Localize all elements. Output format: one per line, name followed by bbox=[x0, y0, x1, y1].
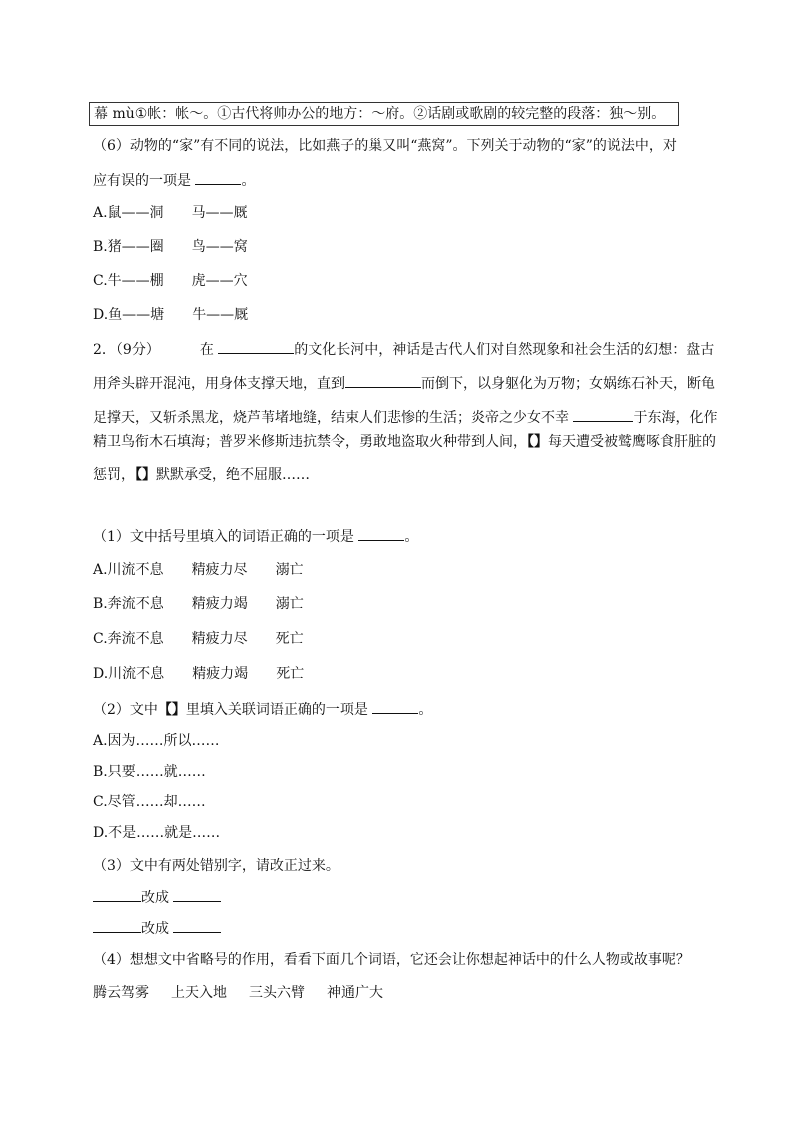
sub3-correction-2 bbox=[93, 918, 221, 939]
word: 神通广大 bbox=[327, 985, 383, 1001]
q2-line2 bbox=[93, 373, 715, 394]
q6-option-a[interactable] bbox=[93, 203, 248, 223]
q2-line1 bbox=[93, 339, 714, 360]
bracket-marker: 【】 bbox=[157, 702, 186, 718]
sub1-option-b[interactable] bbox=[93, 594, 304, 614]
option-text: 精疲力竭 bbox=[191, 596, 248, 612]
option-text: 死亡 bbox=[276, 666, 305, 682]
answer-blank[interactable] bbox=[345, 373, 421, 388]
sub2-stem bbox=[93, 699, 432, 720]
sub3-stem: （3）文中有两处错别字，请改正过来。 bbox=[93, 858, 340, 874]
option-text: B.奔流不息 bbox=[93, 596, 164, 612]
q2-line4 bbox=[93, 432, 716, 452]
bracket-marker: 【】 bbox=[135, 467, 156, 483]
sub1-stem bbox=[93, 526, 418, 547]
passage-text: 惩罚， bbox=[93, 467, 135, 483]
option-text: 死亡 bbox=[275, 631, 304, 647]
passage-text: 默默承受，绝不屈服…… bbox=[156, 467, 310, 483]
question-text: 。 bbox=[418, 702, 433, 718]
option-text: A.鼠——洞 bbox=[93, 205, 164, 221]
passage-text: 于东海，化作 bbox=[633, 410, 718, 426]
q6-stem-end: 。 bbox=[241, 173, 256, 189]
passage-text: 在 bbox=[199, 342, 219, 358]
option-text: B.猪——圈 bbox=[93, 239, 164, 255]
answer-blank[interactable] bbox=[173, 918, 221, 933]
definition-box bbox=[89, 102, 679, 126]
passage-text: 而倒下，以身躯化为万物；女娲练石补天，断龟 bbox=[421, 376, 715, 392]
option-text: 溺亡 bbox=[275, 596, 304, 612]
answer-blank[interactable] bbox=[573, 407, 633, 422]
option-text: 牛——厩 bbox=[192, 307, 249, 323]
option-text: 精疲力尽 bbox=[191, 562, 248, 578]
answer-blank[interactable] bbox=[218, 339, 294, 354]
answer-blank[interactable] bbox=[93, 887, 141, 902]
q2-line3 bbox=[93, 407, 717, 428]
option-text: 鸟——窝 bbox=[191, 239, 248, 255]
option-text: 精疲力尽 bbox=[191, 631, 248, 647]
q6-option-c[interactable] bbox=[93, 271, 248, 291]
sub3-correction-1 bbox=[93, 887, 221, 908]
passage-text: 精卫鸟衔木石填海；普罗米修斯违抗禁令，勇敢地盗取火种带到人间， bbox=[93, 434, 527, 450]
question-text: 。 bbox=[404, 529, 419, 545]
option-text: D.鱼——塘 bbox=[93, 307, 165, 323]
change-label: 改成 bbox=[141, 890, 174, 906]
passage-text: 的文化长河中，神话是古代人们对自然现象和社会生活的幻想：盘古 bbox=[294, 342, 715, 358]
q6-stem-text: 应有误的一项是 bbox=[93, 173, 196, 189]
word: 上天入地 bbox=[171, 985, 227, 1001]
sub2-option-a[interactable]: A.因为……所以…… bbox=[93, 733, 220, 749]
option-text: 溺亡 bbox=[275, 562, 304, 578]
question-text: 里填入关联词语正确的一项是 bbox=[185, 702, 373, 718]
sub2-option-d[interactable]: D.不是……就是…… bbox=[93, 825, 221, 841]
q6-option-b[interactable] bbox=[93, 237, 248, 257]
q2-line5 bbox=[93, 465, 310, 485]
q6-stem-line2 bbox=[93, 170, 255, 191]
answer-blank[interactable] bbox=[195, 170, 241, 185]
q2-number: 2．（9分） bbox=[93, 342, 160, 358]
option-text: C.牛——棚 bbox=[93, 273, 164, 289]
option-text: C.奔流不息 bbox=[93, 631, 164, 647]
answer-blank[interactable] bbox=[93, 918, 141, 933]
passage-text: 每天遭受被鹫鹰啄食肝脏的 bbox=[548, 434, 716, 450]
sub2-option-c[interactable]: C.尽管……却…… bbox=[93, 794, 206, 810]
change-label: 改成 bbox=[141, 921, 174, 937]
definition-text: 幕 mù①帐：帐～。①古代将帅办公的地方：～府。②话剧或歌剧的较完整的段落：独～别。 bbox=[94, 106, 666, 122]
answer-blank[interactable] bbox=[173, 887, 221, 902]
option-text: A.川流不息 bbox=[93, 562, 164, 578]
answer-blank[interactable] bbox=[358, 526, 404, 541]
bracket-marker: 【】 bbox=[527, 434, 548, 450]
sub4-stem: （4）想想文中省略号的作用，看看下面几个词语，它还会让你想起神话中的什么人物或故事呢？ bbox=[93, 952, 690, 968]
passage-text: 足撑天，又斩杀黑龙，烧芦苇堵地缝，结束人们悲惨的生活；炎帝之少女不幸 bbox=[93, 410, 574, 426]
word: 三头六臂 bbox=[249, 985, 305, 1001]
sub2-option-b[interactable]: B.只要……就…… bbox=[93, 764, 206, 780]
sub4-words bbox=[93, 983, 383, 1003]
sub1-option-d[interactable] bbox=[93, 664, 304, 684]
answer-blank[interactable] bbox=[372, 699, 418, 714]
q6-stem-line1: （6）动物的“家”有不同的说法，比如燕子的巢又叫“燕窝”。下列关于动物的“家”的说法中，对 bbox=[93, 138, 677, 154]
passage-text: 用斧头辟开混沌，用身体支撑天地，直到 bbox=[93, 376, 345, 392]
option-text: D.川流不息 bbox=[93, 666, 165, 682]
option-text: 马——厩 bbox=[191, 205, 248, 221]
sub1-option-c[interactable] bbox=[93, 629, 304, 649]
word: 腾云驾雾 bbox=[93, 985, 149, 1001]
q6-option-d[interactable] bbox=[93, 305, 248, 325]
sub1-option-a[interactable] bbox=[93, 560, 304, 580]
question-text: （1）文中括号里填入的词语正确的一项是 bbox=[93, 529, 359, 545]
question-text: （2）文中 bbox=[93, 702, 158, 718]
option-text: 精疲力竭 bbox=[192, 666, 249, 682]
option-text: 虎——穴 bbox=[191, 273, 248, 289]
